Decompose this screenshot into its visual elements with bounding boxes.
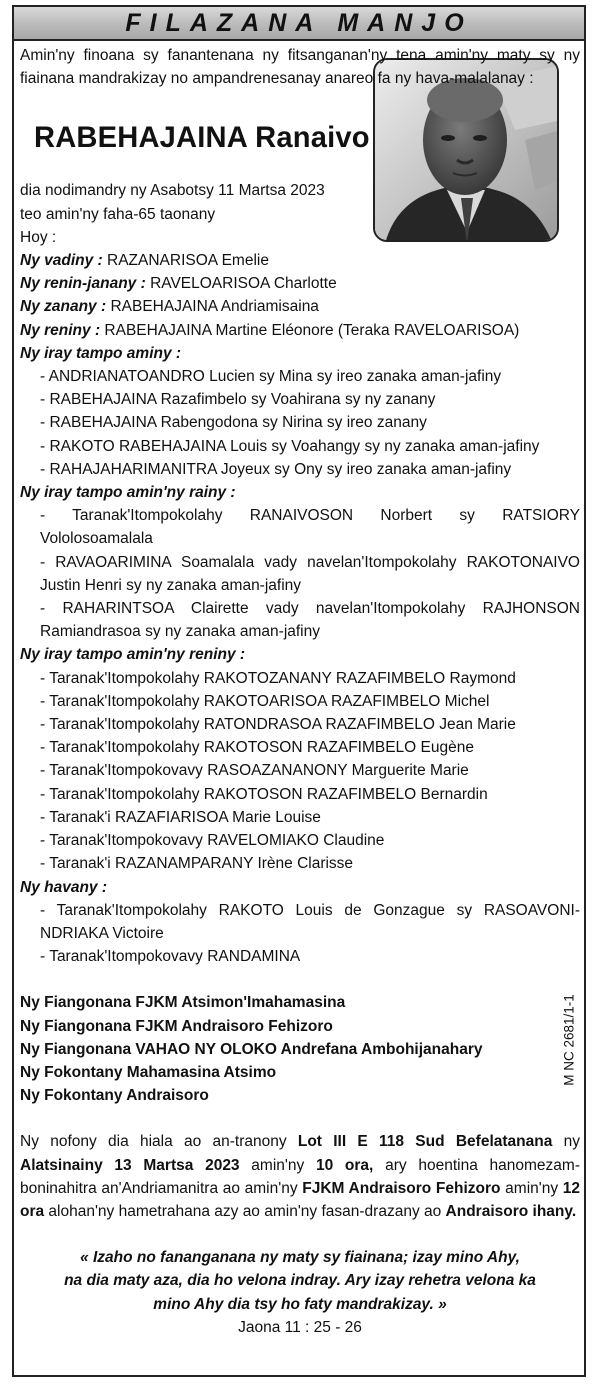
hoy-label: Hoy :	[20, 228, 57, 246]
siblings-heading: Ny iray tampo aminy :	[20, 344, 182, 362]
church-line: Ny Fokontany Andraisoro	[20, 1087, 209, 1105]
list-item: - Taranak'Itompokolahy RAKOTOSON RAZAFIMBELO Bernardin	[40, 785, 488, 803]
list-item: - RAHAJAHARIMANITRA Joyeux sy Ony sy ireo zanaka aman-jafiny	[40, 460, 512, 478]
relation-children: Ny zanany : RABEHAJAINA Andriamisaina	[20, 298, 319, 316]
notice-title: FILAZANA MANJO	[125, 9, 473, 37]
list-item: - ANDRIANATOANDRO Lucien sy Mina sy ireo zanaka aman-jafiny	[40, 368, 502, 386]
list-item: - Taranak'Itompokolahy RATONDRASOA RAZAFIMBELO Jean Marie	[40, 716, 516, 734]
church-line: Ny Fiangonana FJKM Andraisoro Fehizoro	[20, 1017, 333, 1035]
relation-mother-in-law: Ny renin-janany : RAVELOARISOA Charlotte	[20, 275, 337, 293]
list-item: - Taranak'Itompokolahy RANAIVOSON Norbert sy RATSIORY Vololosoamalala	[40, 507, 580, 548]
list-item: - Taranak'i RAZAFIARISOA Marie Louise	[40, 808, 321, 826]
list-item: - Taranak'Itompokolahy RAKOTOZANANY RAZAFIMBELO Raymond	[40, 669, 516, 687]
notice-body	[20, 44, 580, 1339]
relation-mother: Ny reniny : RABEHAJAINA Martine Eléonore (Teraka RAVELOARISOA)	[20, 321, 520, 339]
list-item: - Taranak'Itompokolahy RAKOTOSON RAZAFIMBELO Eugène	[40, 739, 474, 757]
intro-text: Amin'ny finoana sy fanantenana ny fitsanganan'ny tena amin'ny maty sy ny fiainana mandrakizay no ampandrenesanay anareo fa ny hava-malalanay :	[20, 47, 580, 88]
bible-quote-line: mino Ahy dia tsy ho faty mandrakizay. »	[153, 1295, 447, 1313]
relation-spouse: Ny vadiny : RAZANARISOA Emelie	[20, 252, 269, 270]
bible-quote-line: « Izaho no fananganana ny maty sy fiainana; izay mino Ahy,	[80, 1249, 520, 1267]
list-item: - RAKOTO RABEHAJAINA Louis sy Voahangy sy ny zanaka aman-jafiny	[40, 437, 540, 455]
relatives-heading: Ny havany :	[20, 878, 108, 896]
ad-reference-code: M NC 2681/1-1	[561, 994, 577, 1086]
deceased-name: RABEHAJAINA Ranaivo	[34, 121, 370, 155]
death-date: dia nodimandry ny Asabotsy 11 Martsa 2023	[20, 182, 325, 200]
paternal-relatives-heading: Ny iray tampo amin'ny rainy :	[20, 484, 236, 502]
list-item: - RAVAOARIMINA Soamalala vady navelan'Itompokolahy RAKOTONAIVO Justin Henri sy ny zanaka aman-jafiny	[40, 553, 580, 594]
funeral-details: Ny nofony dia hiala ao an-tranony Lot III E 118 Sud Befelatanana ny Alatsinainy 13 Martsa 2023 amin'ny 10 ora, ary hoentina hanomezam-boninahitra an'Andriamanitra ao amin'ny FJKM Andraisoro Fehizoro amin'ny 12 ora alohan'ny hametrahana azy ao amin'ny fasan-drazany ao Andraisoro ihany.	[20, 1133, 581, 1220]
church-line: Ny Fiangonana VAHAO NY OLOKO Andrefana Ambohijanahary	[20, 1040, 483, 1058]
list-item: - Taranak'Itompokolahy RAKOTOARISOA RAZAFIMBELO Michel	[40, 692, 490, 710]
bible-quote-line: na dia maty aza, dia ho velona indray. Ary izay rehetra velona ka	[64, 1272, 536, 1290]
notice-header	[12, 5, 586, 41]
list-item: - RABEHAJAINA Razafimbelo sy Voahirana sy ny zanany	[40, 391, 436, 409]
church-line: Ny Fiangonana FJKM Atsimon'Imahamasina	[20, 994, 346, 1012]
bible-reference: Jaona 11 : 25 - 26	[238, 1318, 362, 1336]
list-item: - Taranak'Itompokolahy RAKOTO Louis de Gonzague sy RASOAVONI- NDRIAKA Victoire	[40, 901, 580, 942]
list-item: - RABEHAJAINA Rabengodona sy Nirina sy ireo zanany	[40, 414, 427, 432]
age-line: teo amin'ny faha-65 taonany	[20, 205, 216, 223]
list-item: - Taranak'i RAZANAMPARANY Irène Clarisse	[40, 855, 354, 873]
maternal-relatives-heading: Ny iray tampo amin'ny reniny :	[20, 646, 246, 664]
list-item: - Taranak'Itompokovavy RANDAMINA	[40, 948, 301, 966]
list-item: - Taranak'Itompokovavy RAVELOMIAKO Claudine	[40, 832, 385, 850]
list-item: - Taranak'Itompokovavy RASOAZANANONY Marguerite Marie	[40, 762, 469, 780]
church-line: Ny Fokontany Mahamasina Atsimo	[20, 1063, 277, 1081]
list-item: - RAHARINTSOA Clairette vady navelan'Itompokolahy RAJHONSON Ramiandrasoa sy ny zanaka aman-jafiny	[40, 600, 580, 641]
